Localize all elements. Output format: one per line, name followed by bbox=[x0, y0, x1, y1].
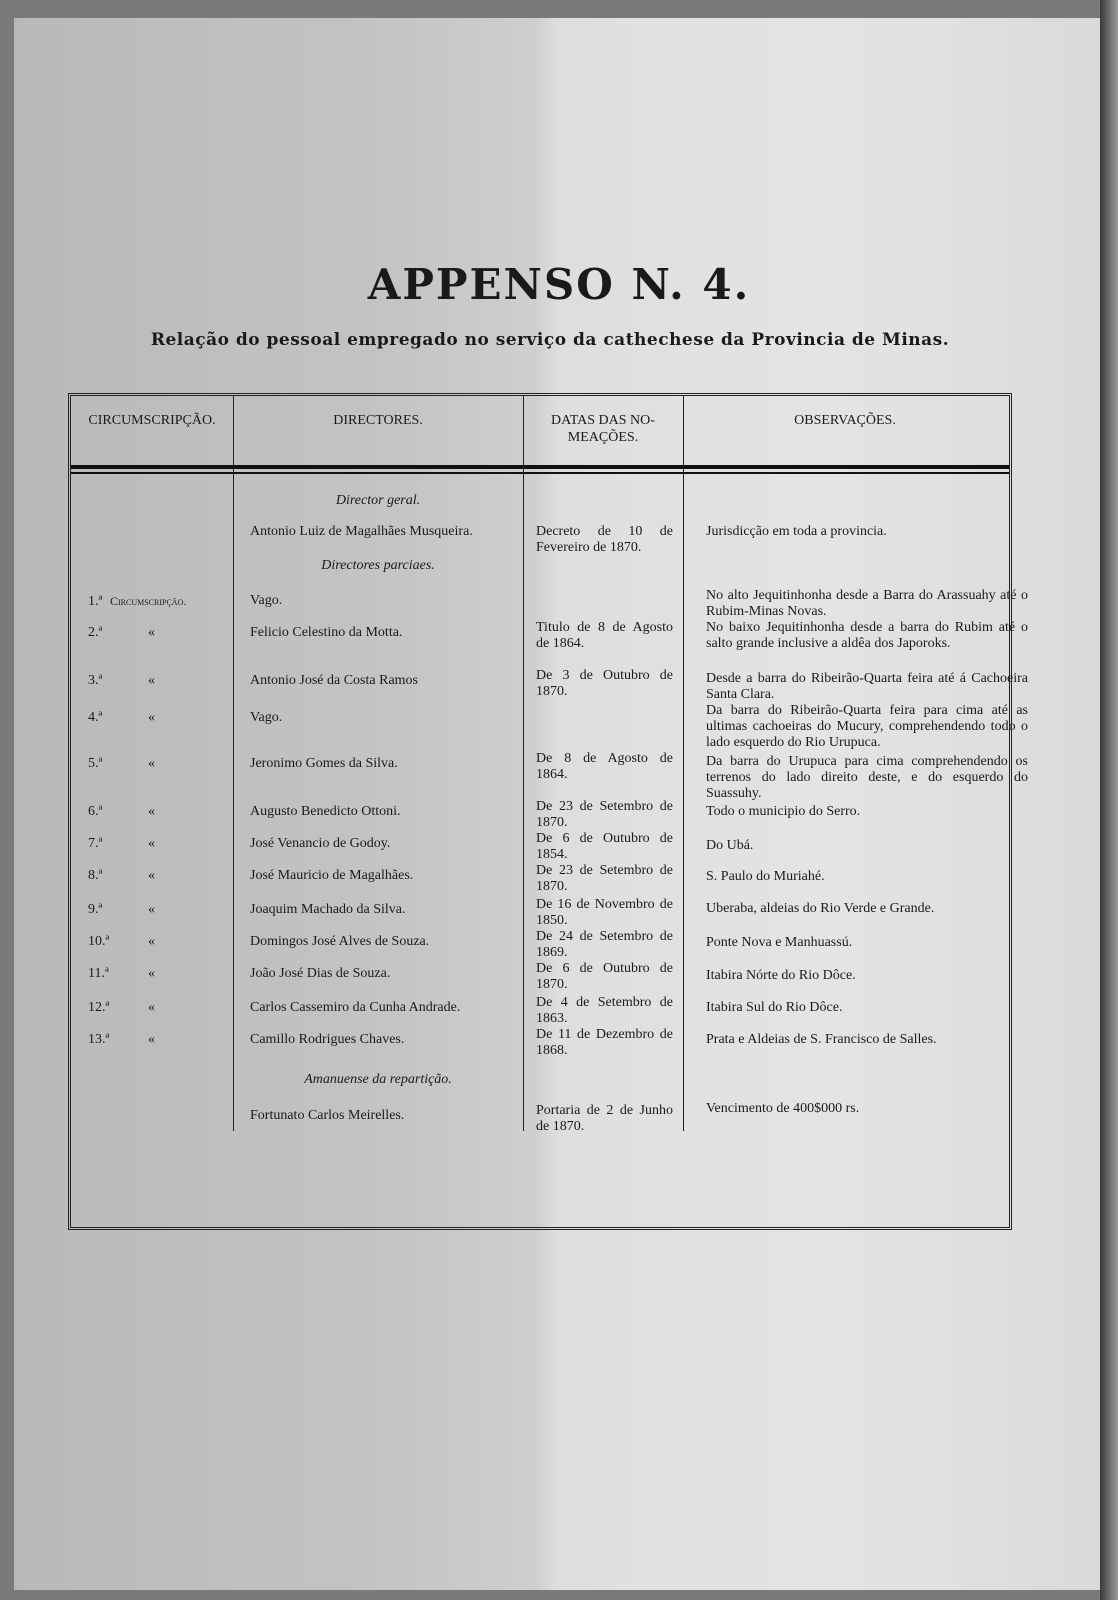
clerk-date: Portaria de 2 de Junho de 1870. bbox=[536, 1103, 673, 1134]
section-directores-parciaes: Directores parciaes. bbox=[321, 558, 435, 573]
row-ordinal: 8.ª bbox=[88, 868, 103, 883]
row-nomination-date: De 3 de Outubro de 1870. bbox=[536, 668, 673, 699]
row-circumscripcao-label: « bbox=[148, 902, 155, 917]
row-director-name: Jeronimo Gomes da Silva. bbox=[250, 756, 398, 771]
clerk-name: Fortunato Carlos Meirelles. bbox=[250, 1108, 405, 1123]
row-director-name: Camillo Rodrigues Chaves. bbox=[250, 1032, 405, 1047]
row-circumscripcao-label: « bbox=[148, 710, 155, 725]
row-observation: No baixo Jequitinhonha desde a barra do Rubim até o salto grande inclusive a aldêa dos Japoroks. bbox=[706, 620, 1028, 651]
row-circumscripcao-label: « bbox=[148, 868, 155, 883]
row-ordinal: 6.ª bbox=[88, 804, 103, 819]
row-circumscripcao-label: « bbox=[148, 1032, 155, 1047]
table-row-circumscripcao bbox=[88, 756, 228, 772]
row-ordinal: 4.ª bbox=[88, 710, 103, 725]
row-observation: Desde a barra do Ribeirão-Quarta feira até á Cachoeira Santa Clara. bbox=[706, 671, 1028, 702]
header-directores: DIRECTORES. bbox=[333, 413, 423, 428]
header-rule bbox=[71, 465, 1009, 469]
row-ordinal: 11.ª bbox=[88, 966, 109, 981]
row-observation: Uberaba, aldeias do Rio Verde e Grande. bbox=[706, 901, 935, 916]
row-circumscripcao-label: Circumscripção. bbox=[110, 594, 187, 608]
table-row-circumscripcao bbox=[88, 673, 228, 689]
clerk-obs: Vencimento de 400$000 rs. bbox=[706, 1101, 860, 1116]
page-edge bbox=[1100, 0, 1118, 1600]
table-row-circumscripcao bbox=[88, 710, 228, 726]
general-director-obs: Jurisdicção em toda a provincia. bbox=[706, 524, 887, 539]
row-nomination-date: De 24 de Setembro de 1869. bbox=[536, 929, 673, 960]
row-circumscripcao-label: « bbox=[148, 836, 155, 851]
row-circumscripcao-label: « bbox=[148, 756, 155, 771]
row-circumscripcao-label: « bbox=[148, 804, 155, 819]
row-ordinal: 9.ª bbox=[88, 902, 103, 917]
row-observation: Todo o municipio do Serro. bbox=[706, 804, 861, 819]
row-observation: Prata e Aldeias de S. Francisco de Salles. bbox=[706, 1032, 937, 1047]
row-ordinal: 13.ª bbox=[88, 1032, 110, 1047]
row-director-name: Augusto Benedicto Ottoni. bbox=[250, 804, 401, 819]
header-datas bbox=[524, 412, 682, 446]
document-subtitle: Relação do pessoal empregado no serviço da cathechese da Provincia de Minas. bbox=[150, 330, 950, 350]
row-observation: Ponte Nova e Manhuassú. bbox=[706, 935, 853, 950]
row-observation: Itabira Sul do Rio Dôce. bbox=[706, 1000, 843, 1015]
table-row-circumscripcao bbox=[88, 1032, 228, 1048]
row-observation: Da barra do Ribeirão-Quarta feira para cima até as ultimas cachoeiras do Mucury, comprehendendo todo o lado esquerdo do Rio Urupuca. bbox=[706, 703, 1028, 750]
document-title: APPENSO N. 4. bbox=[367, 260, 751, 309]
row-observation: Da barra do Urupuca para cima comprehendendo os terrenos do lado direito deste, e do esquerdo do Suassuhy. bbox=[706, 754, 1028, 801]
header-rule bbox=[71, 472, 1009, 474]
table-row-circumscripcao bbox=[88, 902, 228, 918]
row-circumscripcao-label: « bbox=[148, 673, 155, 688]
row-ordinal: 1.ª bbox=[88, 594, 103, 609]
row-director-name: José Mauricio de Magalhães. bbox=[250, 868, 414, 883]
row-observation: No alto Jequitinhonha desde a Barra do Arassuahy até o Rubim-Minas Novas. bbox=[706, 588, 1028, 619]
row-director-name: João José Dias de Souza. bbox=[250, 966, 391, 981]
row-ordinal: 2.ª bbox=[88, 625, 103, 640]
row-observation: Itabira Nórte do Rio Dôce. bbox=[706, 968, 856, 983]
header-observacoes: OBSERVAÇÕES. bbox=[794, 413, 896, 428]
general-director-date: Decreto de 10 de Fevereiro de 1870. bbox=[536, 524, 673, 555]
row-nomination-date: De 23 de Setembro de 1870. bbox=[536, 863, 673, 894]
row-observation: S. Paulo do Muriahé. bbox=[706, 869, 825, 884]
table-row-circumscripcao bbox=[88, 966, 228, 982]
header-datas-line1: DATAS DAS NO- bbox=[551, 413, 655, 428]
row-nomination-date: De 16 de Novembro de 1850. bbox=[536, 897, 673, 928]
row-ordinal: 12.ª bbox=[88, 1000, 110, 1015]
row-ordinal: 3.ª bbox=[88, 673, 103, 688]
header-datas-line2: MEAÇÕES. bbox=[567, 430, 639, 445]
row-director-name: Felicio Celestino da Motta. bbox=[250, 625, 403, 640]
row-director-name: Vago. bbox=[250, 710, 283, 725]
row-nomination-date: De 8 de Agosto de 1864. bbox=[536, 751, 673, 782]
column-divider bbox=[683, 396, 684, 1131]
row-nomination-date: De 6 de Outubro de 1870. bbox=[536, 961, 673, 992]
row-director-name: Vago. bbox=[250, 593, 283, 608]
table-row-circumscripcao bbox=[88, 804, 228, 820]
row-director-name: Joaquim Machado da Silva. bbox=[250, 902, 406, 917]
row-director-name: José Venancio de Godoy. bbox=[250, 836, 391, 851]
row-nomination-date: Titulo de 8 de Agosto de 1864. bbox=[536, 620, 673, 651]
row-director-name: Antonio José da Costa Ramos bbox=[250, 673, 418, 688]
row-ordinal: 5.ª bbox=[88, 756, 103, 771]
row-ordinal: 10.ª bbox=[88, 934, 110, 949]
table-row-circumscripcao bbox=[88, 934, 228, 950]
table-row-circumscripcao bbox=[88, 625, 228, 641]
row-circumscripcao-label: « bbox=[148, 625, 155, 640]
row-nomination-date: De 4 de Setembro de 1863. bbox=[536, 995, 673, 1026]
general-director-name: Antonio Luiz de Magalhães Musqueira. bbox=[250, 524, 473, 539]
row-nomination-date: De 6 de Outubro de 1854. bbox=[536, 831, 673, 862]
row-nomination-date: De 11 de Dezembro de 1868. bbox=[536, 1027, 673, 1058]
table-row-circumscripcao bbox=[88, 868, 228, 884]
row-director-name: Domingos José Alves de Souza. bbox=[250, 934, 430, 949]
header-circumscripcao: CIRCUMSCRIPÇÃO. bbox=[88, 413, 216, 428]
row-observation: Do Ubá. bbox=[706, 838, 754, 853]
row-circumscripcao-label: « bbox=[148, 934, 155, 949]
table-row-circumscripcao bbox=[88, 593, 228, 610]
row-ordinal: 7.ª bbox=[88, 836, 103, 851]
section-amanuense: Amanuense da repartição. bbox=[304, 1072, 452, 1087]
row-circumscripcao-label: « bbox=[148, 1000, 155, 1015]
row-circumscripcao-label: « bbox=[148, 966, 155, 981]
table-row-circumscripcao bbox=[88, 1000, 228, 1016]
row-nomination-date: De 23 de Setembro de 1870. bbox=[536, 799, 673, 830]
section-director-geral: Director geral. bbox=[335, 493, 421, 508]
table-row-circumscripcao bbox=[88, 836, 228, 852]
row-director-name: Carlos Cassemiro da Cunha Andrade. bbox=[250, 1000, 461, 1015]
